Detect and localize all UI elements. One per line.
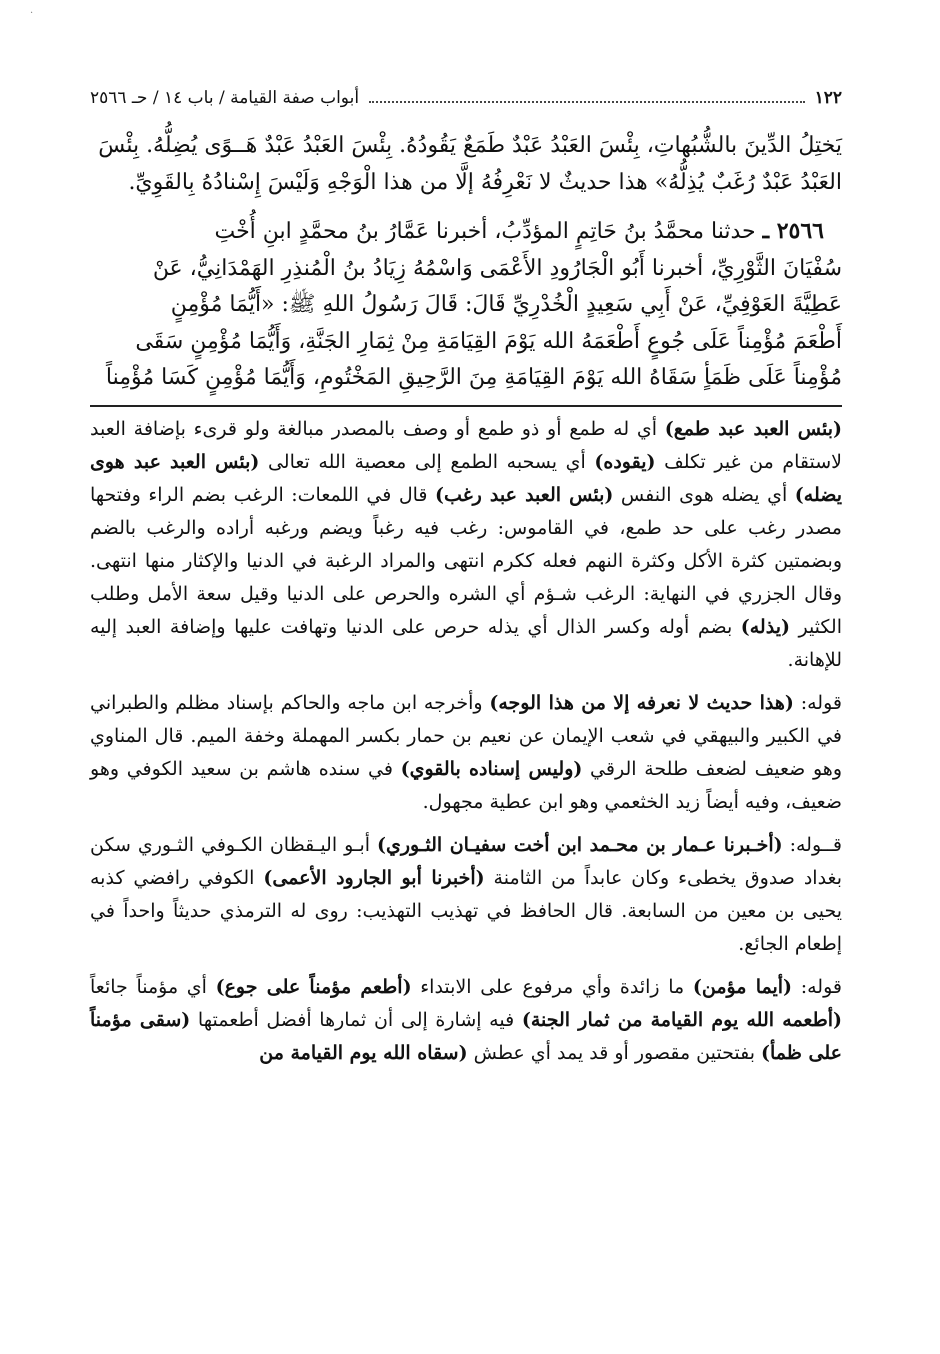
- quoted-phrase: (بئس العبد عبد رغب): [435, 483, 614, 506]
- quoted-phrase: (بئس العبد عبد هوى يضله): [90, 450, 842, 506]
- quoted-phrase: (سقى مؤمناً على ظمأ): [90, 1008, 842, 1064]
- quoted-phrase: (أخـبرنا عـمار بن محـمد ابن أخت سفيـان الثـوري): [376, 833, 783, 856]
- main-line: مُؤْمِناً عَلَى ظَمَأٍ سَقَاهُ الله يَوْمَ القِيَامَةِ مِنَ الرَّحِيقِ المَخْتُومِ، وَأَيُّمَا مُؤْمِنٍ كَسَا مُؤْمِناً: [105, 365, 842, 390]
- commentary-text: قــوله:: [782, 833, 842, 856]
- main-line: عَطِيَّةَ العَوْفِيِّ، عَنْ أَبِي سَعِيدٍ الْخُدْرِيِّ قَالَ: قَالَ رَسُولُ اللهِ ﷺ: «أَيُّمَا مُؤْمِنٍ: [170, 292, 842, 317]
- commentary: [90, 413, 842, 1070]
- quoted-phrase: (وليس إسناده بالقوي): [400, 757, 583, 780]
- hadith-2566: [90, 213, 842, 251]
- header-leader-dots: [369, 101, 805, 103]
- main-line: حدثنا محمَّدُ بنُ حَاتِمٍ المؤدِّبُ، أخبرنا عَمَّارُ بنُ محمَّدٍ ابنِ أُخْتِ: [214, 219, 756, 244]
- commentary-paragraph: [90, 687, 842, 819]
- commentary-text: بفتحتين مقصور أو قد يمد أي عطش: [467, 1041, 762, 1064]
- commentary-text: الكوفي رافضي كذبه يحيى بن معين من السابعة. قال الحافظ في تهذيب التهذيب: روى له الترمذي حديثاً واحداً في إطعام الجائع.: [90, 866, 842, 955]
- commentary-paragraph: [90, 971, 842, 1070]
- quoted-phrase: (يقوده): [594, 450, 656, 473]
- commentary-text: أي له طمع أو ذو طمع أو وصف بالمصدر مبالغة ولو قرىء بإضافة العبد لاستقام من غير تكلف: [90, 417, 843, 473]
- commentary-text: قوله:: [793, 691, 842, 714]
- quoted-phrase: (أطعمه الله يوم القيامة من ثمار الجنة): [521, 1008, 842, 1031]
- commentary-paragraph: [90, 829, 842, 961]
- commentary-divider: [90, 405, 842, 407]
- main-line: يَختِلُ الدِّينَ بالشُّبُهاتِ، بِئْسَ العَبْدُ عَبْدٌ طَمَعٌ يَقُودُهُ. بِئْسَ العَبْدُ عَبْدٌ هَــوًى يُضِلُّهُ. بِئْسَ: [98, 133, 842, 158]
- commentary-text: وأخرجه ابن ماجه والحاكم بإسناد مظلم والطبراني في الكبير والبيهقي في شعب الإيمان عن نعيم بن حمار بكسر المهملة وخفة الميم. قال المناوي وهو ضعيف لضعف طلحة الرقي: [90, 691, 842, 780]
- commentary-paragraph: [90, 413, 842, 677]
- commentary-text: قوله:: [792, 975, 842, 998]
- scan-mark: ·: [30, 8, 34, 19]
- hadith-number: ٢٥٦٦ ـ: [762, 218, 824, 244]
- page-header: [90, 88, 842, 120]
- chapter-reference: أبواب صفة القيامة / باب ١٤ / حـ ٢٥٦٦: [90, 88, 360, 108]
- book-page: [90, 88, 842, 1070]
- commentary-text: أي مؤمناً جائعاً: [90, 975, 216, 998]
- quoted-phrase: (أخبرنا أبو الجارود الأعمى): [263, 866, 485, 889]
- quoted-phrase: (أيما مؤمن): [692, 975, 793, 998]
- commentary-text: قال في اللمعات: الرغب بضم الراء وفتحها مصدر رغب على حد طمع، في القاموس: رغب فيه رغباً ويضم ورغبه أراده والرغب بالضم وبضمتين كثرة الأكل وكثرة النهم فعله ككرم انتهى والمراد الرغبة في الدنيا والإكثار منها انتهى. وقال الجزري في النهاية: الرغب شـؤم أي الشره والحرص على الدنيا وقيل سعة الأمل وطلب الكثير: [90, 483, 842, 638]
- commentary-text: أبـو اليـقظان الكـوفي الثـوري سكن بغداد صدوق يخطىء وكان عابداً من الثامنة: [90, 833, 842, 889]
- quoted-phrase: (سقاه الله يوم القيامة من: [259, 1041, 468, 1064]
- page-number: ١٢٢: [814, 88, 842, 108]
- quoted-phrase: (بئس العبد عبد طمع): [664, 417, 842, 440]
- quoted-phrase: (هذا حديث لا نعرفه إلا من هذا الوجه): [489, 691, 794, 714]
- main-line: سُفْيَانَ الثَّوْرِيِّ، أخبرنا أَبُو الْجَارُودِ الأَعْمَى وَاسْمُهُ زِيَادُ بنُ الْمُنذِرِ الهَمْدَانِيُّ، عَنْ: [152, 255, 842, 281]
- commentary-text: أي يضله هوى النفس: [613, 483, 795, 506]
- quoted-phrase: (أطعم مؤمناً على جوع): [215, 975, 412, 998]
- commentary-text: ما زائدة وأي مرفوع على الابتداء: [411, 975, 693, 998]
- commentary-text: بضم أوله وكسر الذال أي يذله حرص على الدنيا وتهافت عليها وإضافة العبد إليه للإهانة.: [90, 615, 842, 671]
- main-line: العَبْدُ عَبْدٌ رُغَبٌ يُذِلُّهُ» هذا حديثٌ لا نَعْرِفُهُ إلَّا من هذا الْوَجْهِ وَلَيْسَ إِسْنادُهُ بِالقَوِيِّ.: [128, 169, 842, 195]
- quoted-phrase: (يذله): [740, 615, 790, 638]
- commentary-text: أي يسحبه الطمع إلى معصية الله تعالى: [259, 450, 595, 473]
- hadith-text: [90, 128, 842, 397]
- main-line: أَطْعَمَ مُؤْمِناً عَلَى جُوعٍ أَطْعَمَهُ الله يَوْمَ القِيَامَةِ مِنْ ثِمَارِ الجَنَّةِ، وَأَيُّمَا مُؤْمِنٍ سَقَى: [135, 328, 842, 354]
- commentary-text: في سنده هاشم بن سعيد الكوفي وهو ضعيف، وفيه أيضاً زيد الخثعمي وهو ابن عطية مجهول.: [90, 757, 842, 813]
- commentary-text: فيه إشارة إلى أن ثمارها أفضل أطعمتها: [190, 1008, 522, 1031]
